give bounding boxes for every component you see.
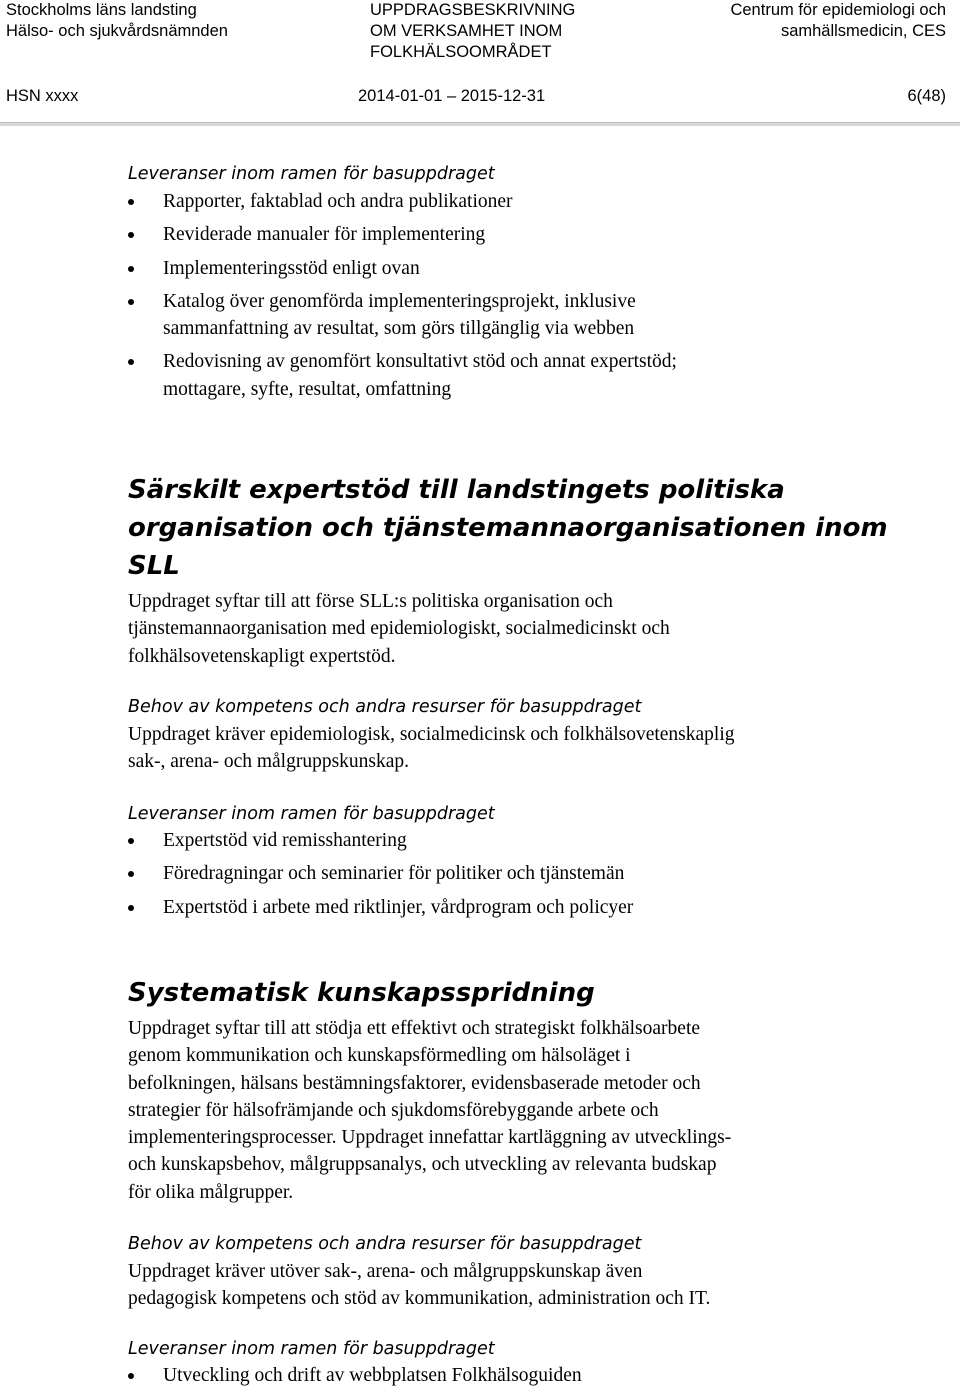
body-line: befolkningen, hälsans bestämningsfaktorer, evidensbaserade metoder och xyxy=(128,1072,701,1094)
list-item-text: Expertstöd i arbete med riktlinjer, vårdprogram och policyer xyxy=(163,896,634,918)
body-line: pedagogisk kompetens och stöd av kommunikation, administration och IT. xyxy=(128,1288,711,1310)
needs-body xyxy=(128,721,908,776)
list-item xyxy=(128,894,908,921)
header-document-type xyxy=(370,0,575,63)
list-item xyxy=(128,255,908,282)
header-department xyxy=(730,0,946,42)
section-title-line: Särskilt expertstöd till landstingets politiska xyxy=(128,475,785,505)
body-line: för olika målgrupper. xyxy=(128,1181,294,1203)
bullet-icon xyxy=(128,1373,134,1379)
header-dept-line: Centrum för epidemiologi och xyxy=(730,1,946,19)
list-item xyxy=(128,827,908,854)
list-item-text: Implementeringsstöd enligt ovan xyxy=(163,257,420,279)
bullet-icon xyxy=(128,232,134,238)
header-doctype-line: UPPDRAGSBESKRIVNING xyxy=(370,1,576,19)
list-item xyxy=(128,860,908,887)
body-line: tjänstemannaorganisation med epidemiologiskt, socialmedicinskt och xyxy=(128,618,670,640)
body-line: och kunskapsbehov, målgruppsanalys, och utveckling av relevanta budskap xyxy=(128,1154,717,1176)
header-doctype-line: FOLKHÄLSOOMRÅDET xyxy=(370,43,552,61)
list-item xyxy=(128,188,908,215)
deliverables-list xyxy=(128,827,908,921)
body-line: implementeringsprocesser. Uppdraget innefattar kartläggning av utvecklings- xyxy=(128,1127,732,1149)
body-line: strategier för hälsofrämjande och sjukdomsförebyggande arbete och xyxy=(128,1099,659,1121)
list-item xyxy=(128,1362,908,1389)
section-body xyxy=(128,588,908,670)
list-item-text: Reviderade manualer för implementering xyxy=(163,224,486,246)
list-item xyxy=(128,221,908,248)
header-divider xyxy=(0,122,960,126)
section-title: Systematisk kunskapsspridning xyxy=(128,978,595,1008)
section-title xyxy=(128,471,898,585)
header-dept-line: samhällsmedicin, CES xyxy=(780,22,946,40)
needs-body xyxy=(128,1258,908,1313)
body-line: Uppdraget syftar till att stödja ett effektivt och strategiskt folkhälsoarbete xyxy=(128,1018,701,1039)
list-item xyxy=(128,348,908,403)
bullet-icon xyxy=(128,359,134,365)
body-line: genom kommunikation och kunskapsförmedling om hälsoläget i xyxy=(128,1045,631,1067)
validity-period: 2014-01-01 – 2015-12-31 xyxy=(358,87,546,105)
body-line: sak-, arena- och målgruppskunskap. xyxy=(128,751,410,773)
header-org-line: Hälso- och sjukvårdsnämnden xyxy=(6,22,228,40)
body-line: folkhälsovetenskapligt expertstöd. xyxy=(128,645,396,667)
section-title-line: SLL xyxy=(128,551,180,581)
deliverables-heading: Leveranser inom ramen för basuppdraget xyxy=(128,164,495,184)
bullet-icon xyxy=(128,199,134,205)
deliverables-list xyxy=(128,188,908,403)
list-item-text: Utveckling och drift av webbplatsen Folkhälsoguiden xyxy=(163,1365,582,1386)
list-item-text: Föredragningar och seminarier för politiker och tjänstemän xyxy=(163,863,625,885)
bullet-icon xyxy=(128,871,134,877)
list-item-text: Expertstöd vid remisshantering xyxy=(163,830,407,851)
bullet-icon xyxy=(128,299,134,305)
bullet-icon xyxy=(128,266,134,272)
section-title-line: organisation och tjänstemannaorganisationen inom xyxy=(128,513,888,543)
bullet-icon xyxy=(128,838,134,844)
list-item xyxy=(128,288,908,343)
header-org-line: Stockholms läns landsting xyxy=(6,1,197,19)
page-header xyxy=(0,0,960,66)
body-line: Uppdraget kräver utöver sak-, arena- och målgruppskunskap även xyxy=(128,1261,643,1282)
list-item-text: Rapporter, faktablad och andra publikationer xyxy=(163,191,513,212)
header-doctype-line: OM VERKSAMHET INOM xyxy=(370,22,563,40)
bullet-icon xyxy=(128,905,134,911)
reference-id: HSN xxxx xyxy=(6,87,79,105)
list-item-text: Redovisning av genomfört konsultativt stöd och annat expertstöd; xyxy=(163,351,677,373)
page-number: 6(48) xyxy=(907,87,946,105)
body-line: Uppdraget kräver epidemiologisk, socialmedicinsk och folkhälsovetenskaplig xyxy=(128,724,735,745)
header-organization xyxy=(6,0,228,42)
needs-heading: Behov av kompetens och andra resurser för basuppdraget xyxy=(128,697,642,717)
list-item-text: mottagare, syfte, resultat, omfattning xyxy=(163,378,452,400)
list-item-text: Katalog över genomförda implementeringsprojekt, inklusive xyxy=(163,290,636,312)
body-line: Uppdraget syftar till att förse SLL:s politiska organisation och xyxy=(128,591,613,612)
deliverables-list xyxy=(128,1362,908,1389)
deliverables-heading: Leveranser inom ramen för basuppdraget xyxy=(128,804,495,824)
deliverables-heading: Leveranser inom ramen för basuppdraget xyxy=(128,1339,495,1359)
list-item-text: sammanfattning av resultat, som görs tillgänglig via webben xyxy=(163,318,635,340)
needs-heading: Behov av kompetens och andra resurser för basuppdraget xyxy=(128,1234,642,1254)
section-body xyxy=(128,1015,908,1206)
